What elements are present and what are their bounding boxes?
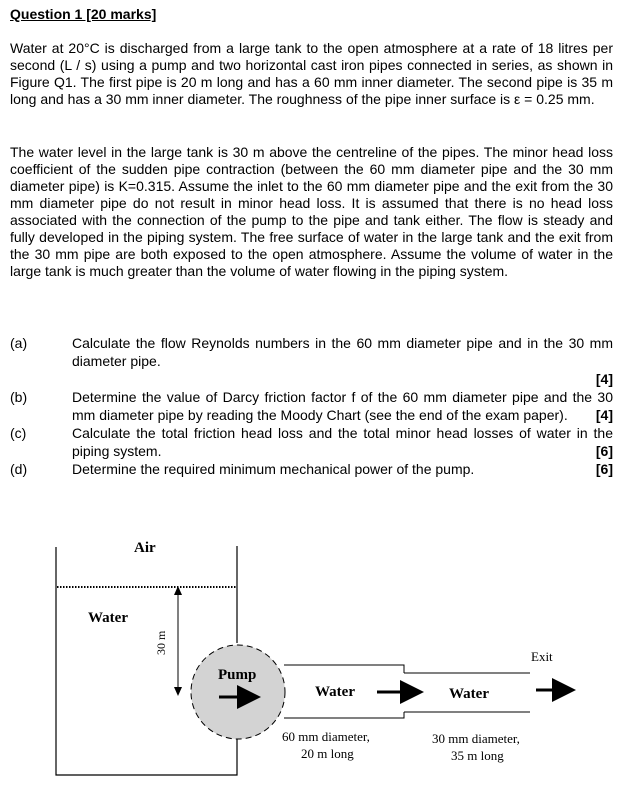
part-label: (c) [10,425,27,441]
part-text: Determine the required minimum mechanical power of the pump. [6] [72,461,613,477]
pump-body [191,645,285,739]
part-marks: [4] [595,407,613,423]
pipe2-caption-line2: 35 m long [451,748,504,763]
height-arrow-bottom [174,687,182,696]
pipe2-caption-line1: 30 mm diameter, [432,731,520,746]
height-label: 30 m [154,630,168,655]
part-marks: [6] [595,461,613,477]
pipe1-water-label: Water [315,684,355,700]
part-text: Determine the value of Darcy friction factor f of the 60 mm diameter pipe and the 30 mm diameter pipe by reading the Moody Chart (see the end of the exam paper). [4] [72,389,613,423]
pipe1-caption-line1: 60 mm diameter, [282,729,370,744]
part-text: Calculate the flow Reynolds numbers in the 60 mm diameter pipe and in the 30 mm diameter pipe. [4] [72,335,613,387]
problem-paragraph-2: The water level in the large tank is 30 m above the centreline of the pipes. The minor head loss coefficient of the sudden pipe contraction (between the 60 mm diameter pipe and the 30 mm diameter pipe) is K=0.315. Assume the inlet to the 60 mm diameter pipe and the exit from the 30 mm diameter pipe do not result in minor head loss. It is assumed that there is no head loss associated with the connection of the pump to the pipe and tank either. The flow is steady and fully developed in the piping system. The free surface of water in the large tank and the exit from the 30 mm pipe are both exposed to the open atmosphere. Assume the volume of water in the large tank is much greater than the volume of water flowing in the piping system. [10,144,613,279]
pump-label: Pump [218,667,257,683]
tank-water-label: Water [88,610,128,626]
figure-q1 [0,520,631,806]
pipe2-water-label: Water [449,686,489,702]
problem-paragraph-1: Water at 20°C is discharged from a large tank to the open atmosphere at a rate of 18 litres per second (L / s) using a pump and two horizontal cast iron pipes connected in series, as shown in Figure Q1. The first pipe is 20 m long and has a 60 mm inner diameter. The second pipe is 35 m long and has a 30 mm inner diameter. The roughness of the pipe inner surface is ε = 0.25 mm. [10,40,613,107]
question-heading: Question 1 [20 marks] [10,6,157,22]
part-label: (d) [10,461,28,477]
exit-label: Exit [531,649,553,664]
part-label: (b) [10,389,28,405]
question-parts [10,334,613,478]
part-marks: [6] [595,443,613,459]
part-marks: [4] [595,371,613,387]
pipe1-caption-line2: 20 m long [301,746,354,761]
part-a [10,334,613,388]
air-label: Air [134,540,156,556]
part-c [10,424,613,460]
part-b [10,388,613,424]
part-label: (a) [10,335,28,351]
part-text: Calculate the total friction head loss and the total minor head losses of water in the piping system. [6] [72,425,613,459]
part-d [10,460,613,478]
